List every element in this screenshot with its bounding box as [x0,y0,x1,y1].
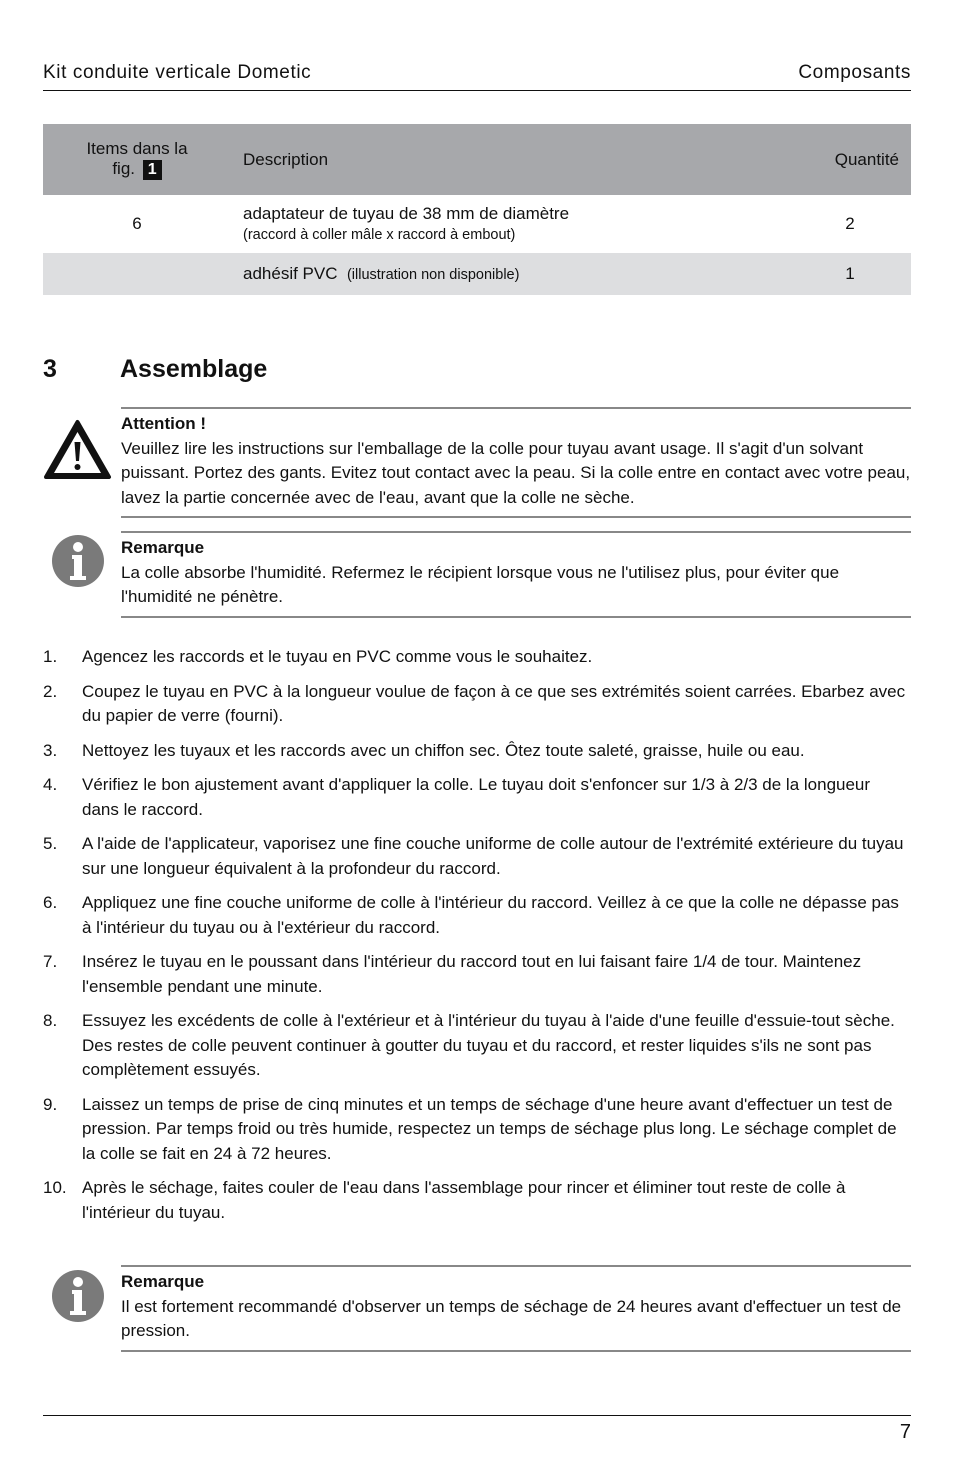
column-header-description: Description [231,124,789,195]
page-header [43,60,911,91]
cell-quantity: 2 [789,195,911,253]
table-row [43,253,911,295]
table-row [43,195,911,253]
info-icon [51,534,105,593]
list-item: 8. Essuyez les excédents de colle à l'extérieur et à l'intérieur du tuyau à l'aide d'une feuille d'essuie-tout sèche. Des restes de colle peuvent continuer à goutter du tuyau et du raccord, et rester liquides s'ils ne sont pas complètement essuyés. [43,1011,895,1079]
list-item: 7. Insérez le tuyau en le poussant dans l'intérieur du raccord tout en lui faisant faire 1/4 de tour. Maintenez l'ensemble pendant une minute. [43,952,862,996]
list-item: 3. Nettoyez les tuyaux et les raccords avec un chiffon sec. Ôtez toute saleté, graisse, huile ou eau. [43,740,805,760]
list-item: 2. Coupez le tuyau en PVC à la longueur voulue de façon à ce que ses extrémités soient carrées. Ebarbez avec du papier de verre (fourni). [43,681,906,725]
column-header-items: Items dans la fig. 1 [43,124,231,195]
note-text: La colle absorbe l'humidité. Refermez le récipient lorsque vous ne l'utilisez plus, pour éviter que l'humidité ne pénètre. [121,562,840,606]
note-label: Remarque [121,538,205,557]
warning-text: Veuillez lire les instructions sur l'emballage de la colle pour tuyau avant usage. Il s'agit d'un solvant puissant. Portez des gants. Evitez tout contact avec la peau. Si la colle entre en contact avec votre peau, lavez la partie concernée avec de l'eau, avant que la colle ne sèche. [121,438,911,507]
column-header-quantity: Quantité [789,124,911,195]
list-item: 10. Après le séchage, faites couler de l'eau dans l'assemblage pour rincer et éliminer tout reste de colle à l'intérieur du tuyau. [43,1178,846,1222]
list-item: 6. Appliquez une fine couche uniforme de colle à l'intérieur du raccord. Veillez à ce que la colle ne dépasse pas à l'intérieur du tuyau ou à l'extérieur du raccord. [43,893,899,937]
cell-description: adaptateur de tuyau de 38 mm de diamètre (raccord à coller mâle x raccord à embout) [231,195,789,253]
list-item: 1. Agencez les raccords et le tuyau en PVC comme vous le souhaitez. [43,647,593,666]
list-item: 9. Laissez un temps de prise de cinq minutes et un temps de séchage d'une heure avant d'effectuer un test de pression. Par temps froid ou très humide, respectez un temps de séchage plus long. Le séchage complet de la colle se fait en 24 à 72 heures. [43,1094,897,1163]
page-number: 7 [899,1421,911,1443]
cell-item [43,253,231,295]
assembly-steps-list [43,645,911,1235]
document-title: Kit conduite verticale Dometic [43,62,312,83]
figure-reference-badge: 1 [143,160,162,180]
cell-item: 6 [43,195,231,253]
note-text: Il est fortement recommandé d'observer un temps de séchage de 24 heures avant d'effectuer un test de pression. [121,1296,902,1340]
note-label: Remarque [121,1272,205,1291]
section-number: 3 [43,355,57,383]
cell-quantity: 1 [789,253,911,295]
components-table [43,124,911,295]
note-remark-2 [121,1265,911,1352]
warning-triangle-icon [43,419,112,486]
section-title: Assemblage [120,355,268,383]
list-item: 5. A l'aide de l'applicateur, vaporisez une fine couche uniforme de colle autour de l'extrémité extérieure du tuyau sur une longueur équivalent à la profondeur du raccord. [43,834,904,878]
footer-divider [43,1415,911,1416]
info-icon [51,1269,105,1328]
warning-notice [121,407,911,518]
cell-description: adhésif PVC (illustration non disponible) [231,253,789,295]
note-remark-1 [121,531,911,618]
warning-label: Attention ! [121,414,206,433]
list-item: 4. Vérifiez le bon ajustement avant d'appliquer la colle. Le tuyau doit s'enfoncer sur 1/3 à 2/3 de la longueur dans le raccord. [43,775,871,819]
section-name: Composants [798,62,911,83]
table-header-row [43,124,911,195]
